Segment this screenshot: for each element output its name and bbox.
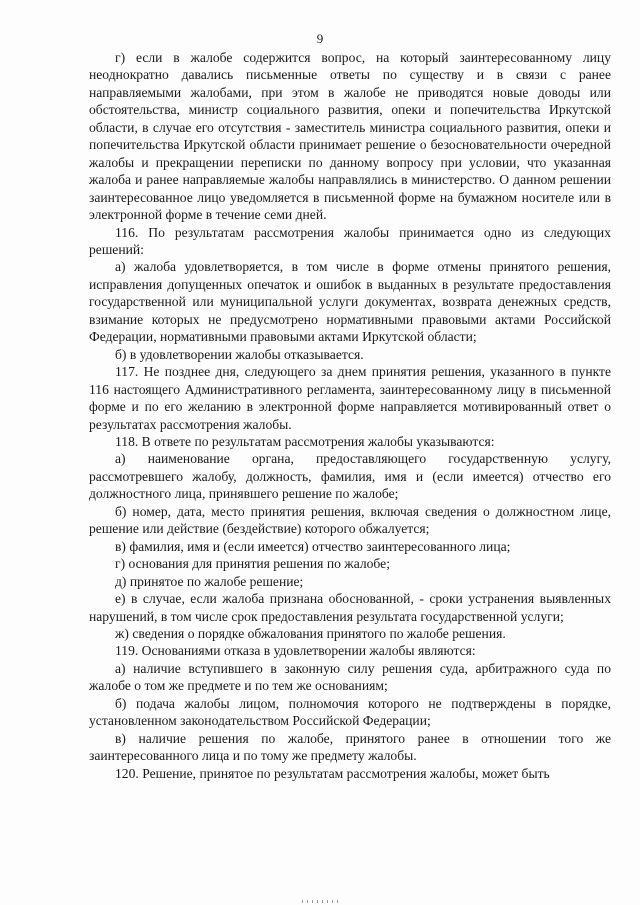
- paragraph-119-v: в) наличие решения по жалобе, принятого ранее в отношении того же заинтересованного лица и по тому же предмету жалобы.: [89, 730, 611, 764]
- paragraph-116-results: 116. По результатам рассмотрения жалобы принимается одно из следующих решений:: [89, 224, 611, 257]
- paragraph-118-zh: ж) сведения о порядке обжалования принятого по жалобе решения.: [115, 625, 506, 641]
- paragraph-118-g: г) основания для принятия решения по жалобе;: [115, 556, 390, 572]
- paragraph-118-d: д) принятое по жалобе решение;: [115, 573, 304, 589]
- scan-edge-marks: [0, 900, 640, 903]
- paragraph-116-b: б) в удовлетворении жалобы отказывается.: [115, 346, 364, 362]
- paragraph-116-a: а) жалоба удовлетворяется, в том числе в форме отмены принятого решения, исправления допущенных опечаток и ошибок в выданных в результате предоставления государственной или муниципальной услуги документах, возврата денежных средств, взимание которых не предусмотрено нормативными правовыми актами Российской Федерации, нормативными правовыми актами Иркутской области;: [89, 259, 611, 345]
- paragraph-117: 117. Не позднее дня, следующего за днем принятия решения, указанного в пункте 116 настоящего Административного регламента, заинтересованному лицу в письменной форме и по его желанию в электронной форме направляется мотивированный ответ о результатах рассмотрения жалобы.: [89, 364, 611, 432]
- paragraph-119-b: б) подача жалобы лицом, полномочия которого не подтверждены в порядке, установленном законодательством Российской Федерации;: [89, 695, 611, 729]
- paragraph-118-e: е) в случае, если жалоба признана обоснованной, - сроки устранения выявленных нарушений, в том числе срок предоставления результата государственной услуги;: [89, 591, 611, 624]
- paragraph-118-a: а) наименование органа, предоставляющего государственную услугу, рассмотревшего жалобу, должность, фамилия, имя и (если имеется) отчество его должностного лица, принявшего решение по жалобе;: [89, 451, 611, 502]
- page-number: 9: [316, 31, 324, 46]
- paragraph-120: 120. Решение, принятое по результатам рассмотрения жалобы, может быть: [115, 765, 550, 781]
- paragraph-118: 118. В ответе по результатам рассмотрения жалобы указываются:: [115, 433, 495, 449]
- document-body: [89, 49, 611, 782]
- paragraph-119: 119. Основаниями отказа в удовлетворении жалобы являются:: [115, 643, 476, 659]
- paragraph-g-repeat-complaint: г) если в жалобе содержится вопрос, на который заинтересованному лицу неоднократно давались письменные ответы по существу и в связи с ранее направляемыми жалобами, при этом в жалобе не приводятся новые доводы или обстоятельства, министр социального развития, опеки и попечительства Иркутской области, в случае его отсутствия - заместитель министра социального развития, опеки и попечительства Иркутской области принимает решение о безосновательности очередной жалобы и прекращении переписки по данному вопросу при условии, что указанная жалоба и ранее направляемые жалобы направлялись в министерство. О данном решении заинтересованное лицо уведомляется в письменной форме на бумажном носителе или в электронной форме в течение семи дней.: [89, 50, 611, 223]
- paragraph-118-b: б) номер, дата, место принятия решения, включая сведения о должностном лице, решение или действие (бездействие) которого обжалуется;: [89, 503, 611, 537]
- paragraph-118-v: в) фамилия, имя и (если имеется) отчество заинтересованного лица;: [115, 538, 511, 554]
- paragraph-119-a: а) наличие вступившего в законную силу решения суда, арбитражного суда по жалобе о том же предмете и по тем же основаниям;: [89, 660, 611, 694]
